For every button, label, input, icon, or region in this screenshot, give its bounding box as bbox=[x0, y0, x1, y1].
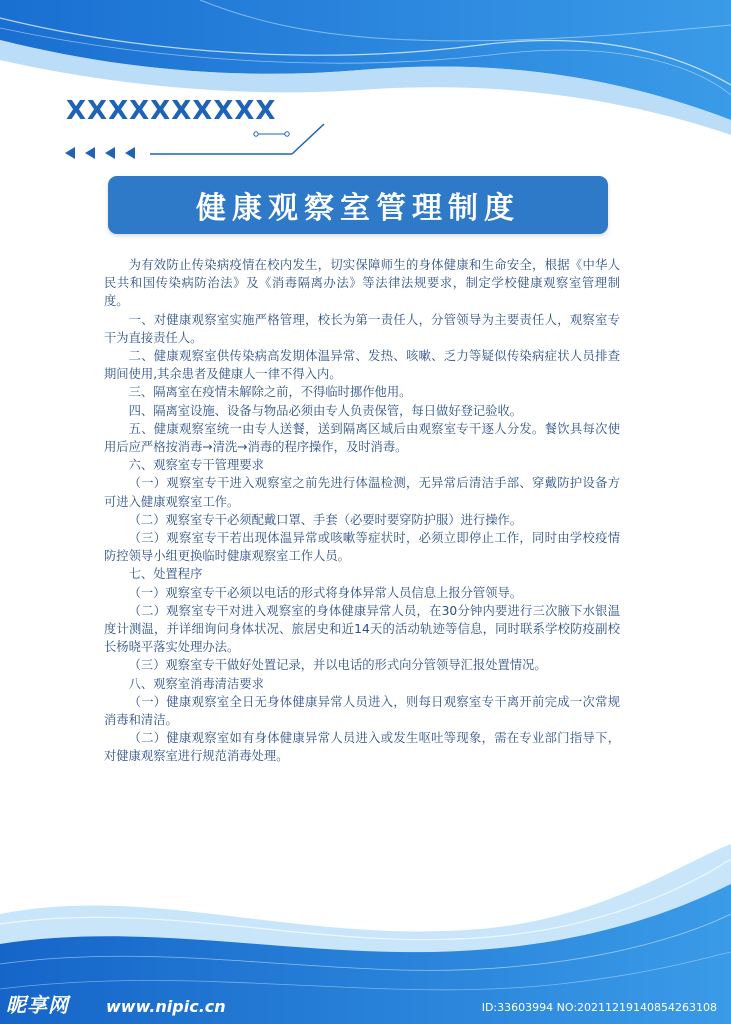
rule-item: （二）观察室专干对进入观察室的身体健康异常人员，在30分钟内要进行三次腋下水银温度计测温，并详细询问身体状况、旅居史和近14天的活动轨迹等信息，同时联系学校防疫副校长杨晓平落实处理办法。 bbox=[104, 603, 620, 655]
rule-item: （二）观察室专干必须配戴口罩、手套（必要时要穿防护服）进行操作。 bbox=[128, 512, 523, 527]
rule-item: 三、隔离室在疫情未解除之前，不得临时挪作他用。 bbox=[128, 385, 412, 400]
rule-item: 五、健康观察室统一由专人送餐，送到隔离区域后由观察室专干逐人分发。餐饮具每次使用后应严格按消毒→清洗→消毒的程序操作，及时消毒。 bbox=[104, 421, 620, 455]
watermark-logo: 昵享网 bbox=[6, 993, 69, 1017]
watermark-url: www.nipic.cn bbox=[106, 997, 226, 1016]
bottom-wave-decoration bbox=[0, 824, 731, 1024]
rule-item: 一、对健康观察室实施严格管理，校长为第一责任人，分管领导为主要责任人，观察室专干为直接责任人。 bbox=[104, 312, 620, 345]
section-heading: 八、观察室消毒清洁要求 bbox=[128, 676, 264, 691]
watermark-id: ID:33603994 NO:20211219140854263108 bbox=[481, 1001, 717, 1014]
rule-item: （一）健康观察室全日无身体健康异常人员进入，则每日观察室专干离开前完成一次常规消毒和清洁。 bbox=[104, 694, 620, 728]
title-banner bbox=[108, 176, 608, 234]
page-title: 健康观察室管理制度 bbox=[196, 191, 520, 226]
left-arrows-icon bbox=[65, 147, 135, 159]
section-heading: 七、处置程序 bbox=[128, 567, 203, 582]
rule-item: （二）健康观察室如有身体健康异常人员进入或发生呕吐等现象，需在专业部门指导下，对健康观察室进行规范消毒处理。 bbox=[104, 731, 620, 764]
section-heading: 六、观察室专干管理要求 bbox=[128, 458, 264, 473]
regulation-body bbox=[104, 256, 620, 766]
circuit-arrows-decoration bbox=[60, 118, 330, 168]
rule-item: （三）观察室专干做好处置记录，并以电话的形式向分管领导汇报处置情况。 bbox=[128, 658, 547, 673]
rule-item: （一）观察室专干必须以电话的形式将身体异常人员信息上报分管领导。 bbox=[128, 585, 523, 600]
rule-item: 四、隔离室设施、设备与物品必须由专人负责保管，每日做好登记验收。 bbox=[128, 403, 523, 418]
header-placeholder-text: XXXXXXXXXX bbox=[66, 96, 277, 126]
rule-item: （三）观察室专干若出现体温异常或咳嗽等症状时，必须立即停止工作，同时由学校疫情防控领导小组更换临时健康观察室工作人员。 bbox=[104, 531, 620, 564]
rule-item: 二、健康观察室供传染病高发期体温异常、发热、咳嗽、乏力等疑似传染病症状人员排查期间使用,其余患者及健康人一律不得入内。 bbox=[104, 349, 620, 382]
rule-item: （一）观察室专干进入观察室之前先进行体温检测，无异常后清洁手部、穿戴防护设备方可进入健康观察室工作。 bbox=[104, 476, 620, 509]
intro-paragraph: 为有效防止传染病疫情在校内发生，切实保障师生的身体健康和生命安全，根据《中华人民共和国传染病防治法》及《消毒隔离办法》等法律法规要求，制定学校健康观察室管理制度。 bbox=[104, 258, 620, 309]
